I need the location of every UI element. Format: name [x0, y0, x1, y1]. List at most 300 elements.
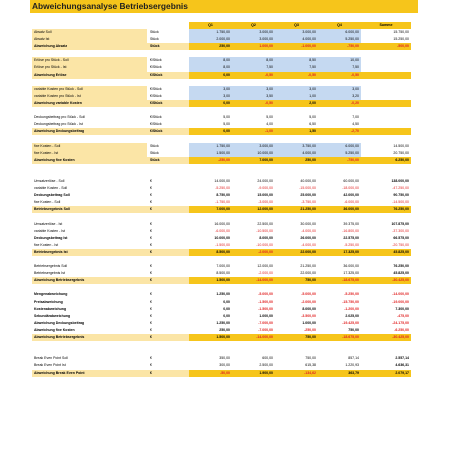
- table-row: [32, 192, 412, 199]
- cell-q2: 1.000,00: [259, 313, 273, 318]
- cell-q1: 3,00: [189, 93, 232, 100]
- cell-q3: -2.000,00: [301, 299, 316, 304]
- header-q2: Q2: [232, 22, 275, 29]
- cell-q2: 3.000,00: [232, 143, 275, 150]
- cell-q1: 350,00: [219, 356, 230, 361]
- cell-q1: 8,00: [189, 64, 232, 71]
- row-label: Abweichung Betriebsergebnis: [32, 334, 147, 341]
- cell-q2: 1.900,00: [232, 370, 275, 377]
- cell-q4: 22.575,00: [343, 235, 359, 240]
- header-summe: Summe: [361, 22, 411, 29]
- table-row: [32, 270, 412, 277]
- cell-q3: 250,00: [275, 157, 318, 164]
- cell-summe: [361, 128, 411, 135]
- cell-q4: -6.000,00: [344, 200, 359, 205]
- table-row: [32, 277, 412, 284]
- header-unit-col: [147, 22, 189, 29]
- cell-q4: 42.000,00: [343, 193, 359, 198]
- row-unit: €: [147, 334, 189, 341]
- cell-summe: 66.575,00: [393, 235, 409, 240]
- cell-summe: 14.500,00: [393, 143, 409, 148]
- cell-q1: 1.250,00: [216, 320, 230, 325]
- cell-q2: 8.000,00: [259, 235, 273, 240]
- row-label: Deckungsbeitrag Soll: [34, 193, 70, 198]
- cell-summe: -14.000,00: [392, 292, 409, 297]
- cell-q4: 7,50: [318, 64, 361, 71]
- cell-summe: -20.750,00: [392, 242, 409, 247]
- cell-q2: -0,50: [232, 100, 275, 107]
- cell-q3: 750,00: [275, 277, 318, 284]
- row-label: Abweichung Deckungsbeitrag: [32, 128, 147, 135]
- cell-q1: 0,00: [189, 72, 232, 79]
- cell-summe: [361, 86, 411, 93]
- cell-q3: -4.000,00: [301, 228, 316, 233]
- cell-q2: -10.000,00: [256, 242, 273, 247]
- row-label: Erlöse pro Stück - Ist: [32, 64, 147, 71]
- cell-q2: 12.000,00: [232, 206, 275, 213]
- cell-q1: -50,00: [189, 370, 232, 377]
- cell-q3: -1.000,00: [275, 43, 318, 50]
- cell-q1: 1.500,00: [189, 334, 232, 341]
- cell-summe: 2.557,14: [395, 356, 409, 361]
- cell-q4: 857,14: [348, 356, 359, 361]
- row-unit: €: [150, 221, 152, 226]
- header-label-col: [32, 22, 147, 29]
- cell-q2: -7.000,00: [258, 320, 273, 325]
- cell-summe: -475,00: [397, 313, 409, 318]
- table-row: [32, 43, 412, 50]
- table-row: [32, 235, 412, 242]
- cell-q2: 7,50: [232, 64, 275, 71]
- cell-q1: 1.250,00: [216, 292, 230, 297]
- cell-q4: 39.375,00: [343, 221, 359, 226]
- cell-q1: 1.500,00: [189, 277, 232, 284]
- cell-q2: -14.000,00: [232, 334, 275, 341]
- cell-q4: -16.800,00: [342, 228, 359, 233]
- cell-q1: 8,00: [189, 57, 232, 64]
- cell-q4: 5.250,00: [318, 36, 361, 43]
- row-label: fixe Kosten - Ist: [34, 242, 59, 247]
- cell-summe: 76.250,00: [361, 206, 411, 213]
- cell-summe: [361, 93, 411, 100]
- row-unit: €/Stück: [150, 65, 162, 70]
- row-label: Deckungsbeitrag pro Stück - Soll: [34, 115, 85, 120]
- row-label: Break Even Point Ist: [34, 363, 66, 368]
- table-row: [32, 57, 412, 64]
- cell-q1: 0,00: [189, 128, 232, 135]
- spacer-row: [32, 79, 412, 86]
- cell-q4: 5.250,00: [318, 150, 361, 157]
- cell-q2: 600,00: [262, 356, 273, 361]
- row-unit: €/Stück: [150, 86, 162, 91]
- cell-q1: 10.000,00: [214, 235, 230, 240]
- table-body: [32, 29, 412, 377]
- cell-q3: -4.000,00: [301, 242, 316, 247]
- cell-summe: 4.636,31: [395, 363, 409, 368]
- row-label: Absatz Soll: [32, 29, 147, 36]
- cell-q4: 6.000,00: [318, 143, 361, 150]
- cell-q2: -1,00: [232, 128, 275, 135]
- cell-q4: 1.220,93: [345, 363, 359, 368]
- row-label: Kostenabweichung: [34, 306, 67, 311]
- row-unit: €: [150, 299, 152, 304]
- cell-q2: 3,50: [232, 93, 275, 100]
- cell-q2: 12.000,00: [257, 264, 273, 269]
- spacer-row: [32, 341, 412, 348]
- table-row: [32, 228, 412, 235]
- cell-summe: 76.250,00: [393, 264, 409, 269]
- cell-q1: -1.750,00: [215, 200, 230, 205]
- cell-q3: 1,00: [275, 93, 318, 100]
- cell-q2: -7.000,00: [258, 327, 273, 332]
- cell-q3: -5.000,00: [301, 292, 316, 297]
- row-label: Abweichung Erlöse: [32, 72, 147, 79]
- table-row: [32, 100, 412, 107]
- table-row: [32, 334, 412, 341]
- row-unit: €/Stück: [150, 58, 162, 63]
- row-label: Preisabweichung: [34, 299, 63, 304]
- cell-q3: 21.250,00: [275, 206, 318, 213]
- table-row: [32, 86, 412, 93]
- cell-q1: 16.000,00: [214, 221, 230, 226]
- cell-q2: 5,00: [266, 115, 273, 120]
- cell-q3: 5,00: [309, 115, 316, 120]
- table-row: [32, 355, 412, 362]
- cell-q1: 0,00: [223, 306, 230, 311]
- cell-q2: -3.000,00: [258, 200, 273, 205]
- table-row: [32, 114, 412, 121]
- cell-q1: 8.500,00: [189, 249, 232, 256]
- table-row: [32, 362, 412, 369]
- row-unit: €/Stück: [150, 93, 162, 98]
- cell-q2: 1.000,00: [232, 43, 275, 50]
- cell-summe: [361, 114, 411, 121]
- cell-q1: 7.000,00: [216, 264, 230, 269]
- cell-q4: 363,79: [318, 370, 361, 377]
- cell-q2: 7.000,00: [232, 157, 275, 164]
- cell-q4: -0,50: [318, 72, 361, 79]
- table-row: [32, 36, 412, 43]
- cell-summe: 138.000,00: [391, 178, 409, 183]
- cell-q3: -3.750,00: [301, 200, 316, 205]
- cell-summe: [361, 72, 411, 79]
- row-label: Abweichung fixe Kosten: [32, 157, 147, 164]
- cell-q4: 750,00: [348, 327, 359, 332]
- cell-q3: 615,38: [305, 363, 316, 368]
- cell-q3: 750,00: [275, 334, 318, 341]
- cell-q1: 5,00: [223, 115, 230, 120]
- cell-q1: 0,00: [223, 299, 230, 304]
- cell-q1: 0,00: [223, 313, 230, 318]
- row-unit: €: [150, 200, 152, 205]
- cell-q4: -18.675,00: [318, 277, 361, 284]
- row-unit: €: [150, 242, 152, 247]
- cell-q3: 7,50: [275, 64, 318, 71]
- cell-q3: -134,62: [275, 370, 318, 377]
- row-unit: €: [150, 327, 152, 332]
- spacer-row: [32, 50, 412, 57]
- cell-q4: 2.025,00: [345, 313, 359, 318]
- cell-summe: -30.425,00: [361, 277, 411, 284]
- row-unit: €: [150, 235, 152, 240]
- row-label: Mengenabweichung: [34, 292, 68, 297]
- spacer-row: [32, 107, 412, 114]
- cell-q2: -9.000,00: [258, 186, 273, 191]
- row-unit: €/Stück: [150, 122, 162, 127]
- row-label: Absatz Ist: [32, 36, 147, 43]
- row-label: Erlöse pro Stück - Soll: [32, 57, 147, 64]
- row-label: variable Kosten - Soll: [34, 186, 68, 191]
- cell-q1: 1.750,00: [189, 143, 232, 150]
- cell-q3: 26.000,00: [300, 235, 316, 240]
- row-unit: Stück: [147, 43, 189, 50]
- row-label: Abweichung Deckungsbeitrag: [34, 320, 85, 325]
- cell-q4: -750,00: [318, 157, 361, 164]
- cell-q4: -19.425,00: [342, 320, 359, 325]
- cell-q1: 250,00: [189, 43, 232, 50]
- cell-q4: 4,50: [352, 122, 359, 127]
- row-unit: Stück: [150, 143, 159, 148]
- row-unit: €: [150, 264, 152, 269]
- cell-summe: 6.250,00: [361, 157, 411, 164]
- cell-q4: -1.200,00: [344, 306, 359, 311]
- table-row: [32, 157, 412, 164]
- cell-q3: -3.500,00: [301, 313, 316, 318]
- spacer-row: [32, 213, 412, 220]
- cell-q4: -18.000,00: [342, 186, 359, 191]
- cell-q4: 3,20: [318, 93, 361, 100]
- cell-summe: -47.250,00: [392, 186, 409, 191]
- cell-q2: -0,50: [232, 72, 275, 79]
- cell-q1: 14.000,00: [214, 178, 230, 183]
- cell-q3: 1,50: [275, 128, 318, 135]
- cell-q3: 8.000,00: [302, 306, 316, 311]
- table-row: [32, 263, 412, 270]
- cell-q2: 10.000,00: [232, 150, 275, 157]
- cell-summe: -37.300,00: [392, 228, 409, 233]
- cell-q4: 7,00: [352, 115, 359, 120]
- cell-q3: 3.000,00: [275, 29, 318, 36]
- table-row: [32, 320, 412, 327]
- cell-q1: 5,00: [223, 122, 230, 127]
- cell-q2: 22.500,00: [257, 221, 273, 226]
- cell-summe: 45.825,00: [393, 271, 409, 276]
- row-label: Betriebsergebnis Soll: [32, 206, 147, 213]
- row-label: Abweichung Absatz: [32, 43, 147, 50]
- table-row: [32, 370, 412, 377]
- cell-q3: 22.000,00: [275, 249, 318, 256]
- row-unit: €/Stück: [147, 72, 189, 79]
- cell-q4: 17.325,00: [343, 271, 359, 276]
- row-label: variable Kosten pro Stück - Ist: [32, 93, 147, 100]
- cell-q1: -6.000,00: [215, 228, 230, 233]
- cell-summe: 7.300,00: [395, 306, 409, 311]
- table-row: [32, 242, 412, 249]
- row-unit: €: [150, 186, 152, 191]
- cell-q4: -750,00: [318, 43, 361, 50]
- cell-summe: 20.750,00: [393, 150, 409, 155]
- table-row: [32, 64, 412, 71]
- row-label: Abweichung fixe Kosten: [34, 327, 75, 332]
- cell-summe: 2.079,17: [361, 370, 411, 377]
- row-unit: €/Stück: [150, 115, 162, 120]
- cell-q3: -15.000,00: [299, 186, 316, 191]
- cell-q1: -250,00: [189, 157, 232, 164]
- row-unit: €: [150, 320, 152, 325]
- cell-q1: 8.750,00: [216, 193, 230, 198]
- row-unit: €/Stück: [147, 128, 189, 135]
- cell-q2: -1.500,00: [258, 306, 273, 311]
- cell-q4: 10,00: [318, 57, 361, 64]
- row-unit: Stück: [147, 157, 189, 164]
- row-label: fixe Kosten - Ist: [32, 150, 147, 157]
- row-unit: €: [150, 178, 152, 183]
- cell-q4: -2,70: [318, 128, 361, 135]
- cell-q4: 36.000,00: [343, 264, 359, 269]
- cell-q2: -2.000,00: [232, 249, 275, 256]
- cell-q2: 15.000,00: [257, 193, 273, 198]
- cell-summe: -30.425,00: [361, 334, 411, 341]
- row-unit: €: [150, 292, 152, 297]
- cell-summe: [361, 57, 411, 64]
- cell-summe: -6.250,00: [394, 327, 409, 332]
- cell-summe: 107.875,00: [391, 221, 409, 226]
- row-unit: €: [147, 277, 189, 284]
- row-unit: €: [147, 206, 189, 213]
- row-label: Betriebsergebnis Ist: [34, 271, 65, 276]
- row-label: fixe Kosten - Soll: [34, 200, 61, 205]
- cell-q3: 2,00: [275, 100, 318, 107]
- cell-q4: -15.750,00: [342, 299, 359, 304]
- row-label: Betriebsergebnis Soll: [34, 264, 68, 269]
- cell-q2: 3.000,00: [232, 29, 275, 36]
- cell-q2: -1.500,00: [258, 299, 273, 304]
- table-row: [32, 128, 412, 135]
- header-q4: Q4: [318, 22, 361, 29]
- cell-q1: 250,00: [219, 327, 230, 332]
- cell-q4: 3,00: [318, 86, 361, 93]
- row-unit: €: [150, 193, 152, 198]
- row-unit: €/Stück: [147, 100, 189, 107]
- cell-summe: -19.000,00: [392, 299, 409, 304]
- spacer-row: [32, 256, 412, 263]
- row-unit: €: [147, 249, 189, 256]
- cell-q2: 4,00: [266, 122, 273, 127]
- cell-q1: 1.750,00: [189, 29, 232, 36]
- cell-q1: 8.500,00: [216, 271, 230, 276]
- table-row: [32, 206, 412, 213]
- spacer-row: [32, 284, 412, 291]
- cell-q1: 1.500,00: [189, 150, 232, 157]
- cell-q1: 3,00: [189, 86, 232, 93]
- cell-q1: 300,00: [219, 363, 230, 368]
- cell-q3: 4.000,00: [275, 36, 318, 43]
- cell-summe: -500,00: [361, 43, 411, 50]
- cell-q1: -5.250,00: [215, 186, 230, 191]
- row-label: Deckungsbeitrag Ist: [34, 235, 68, 240]
- table-row: [32, 178, 412, 185]
- cell-summe: [361, 100, 411, 107]
- cell-q3: 25.000,00: [300, 193, 316, 198]
- spacer-row: [32, 348, 412, 355]
- sheet-title: Abweichungsanalyse Betriebsergebnis: [30, 0, 418, 13]
- cell-q2: 8,00: [232, 57, 275, 64]
- row-unit: €: [150, 363, 152, 368]
- row-label: fixe Kosten - Soll: [32, 143, 147, 150]
- cell-q2: 24.000,00: [257, 178, 273, 183]
- cell-q3: 30.000,00: [300, 221, 316, 226]
- cell-q1: 2.000,00: [189, 36, 232, 43]
- table-row: [32, 150, 412, 157]
- header-row: [32, 22, 412, 29]
- cell-summe: [361, 121, 411, 128]
- row-label: Umsatzerlöse - Ist: [34, 221, 63, 226]
- cell-q3: 40.000,00: [300, 178, 316, 183]
- table-row: [32, 249, 412, 256]
- row-label: Abweichung Betriebsergebnis: [32, 277, 147, 284]
- cell-q4: 60.000,00: [343, 178, 359, 183]
- spacer-row: [32, 135, 412, 142]
- cell-q3: 6,50: [309, 122, 316, 127]
- cell-q3: 750,00: [305, 356, 316, 361]
- table-row: [32, 185, 412, 192]
- table-row: [32, 143, 412, 150]
- table-row: [32, 299, 412, 306]
- row-unit: €: [150, 228, 152, 233]
- cell-q4: 17.325,00: [318, 249, 361, 256]
- row-label: Break Even Point Soll: [34, 356, 68, 361]
- row-unit: €: [150, 313, 152, 318]
- cell-q3: -250,00: [304, 327, 316, 332]
- spacer-row: [32, 171, 412, 178]
- cell-q2: -14.000,00: [232, 277, 275, 284]
- cell-summe: -24.175,00: [392, 320, 409, 325]
- cell-summe: -14.500,00: [392, 200, 409, 205]
- cell-q4: -5.250,00: [344, 242, 359, 247]
- cell-q3: 4.000,00: [275, 150, 318, 157]
- cell-q3: 22.000,00: [300, 271, 316, 276]
- row-unit: Stück: [150, 30, 159, 34]
- cell-q4: 36.000,00: [318, 206, 361, 213]
- cell-summe: [361, 64, 411, 71]
- cell-q1: 7.000,00: [189, 206, 232, 213]
- cell-q3: 21.250,00: [300, 264, 316, 269]
- cell-summe: 90.750,00: [393, 193, 409, 198]
- cell-q4: -18.675,00: [318, 334, 361, 341]
- table-row: [32, 29, 412, 36]
- row-unit: €: [150, 356, 152, 361]
- cell-q3: 1.000,00: [302, 320, 316, 325]
- table-row: [32, 291, 412, 298]
- table-row: [32, 221, 412, 228]
- cell-q2: 3,00: [232, 86, 275, 93]
- cell-q3: 3.750,00: [275, 143, 318, 150]
- row-label: Sekundärabweichung: [34, 313, 71, 318]
- cell-q3: -0,50: [275, 72, 318, 79]
- cell-q4: -0,20: [318, 100, 361, 107]
- cell-summe: 15.250,00: [393, 37, 409, 42]
- cell-q1: 0,00: [189, 100, 232, 107]
- row-label: Betriebsergebnis Ist: [32, 249, 147, 256]
- row-label: variable Kosten pro Stück - Soll: [32, 86, 147, 93]
- row-unit: Stück: [150, 37, 159, 42]
- row-label: variable Kosten - Ist: [34, 228, 65, 233]
- cell-q2: 3.000,00: [232, 36, 275, 43]
- row-label: Deckungsbeitrag pro Stück - Ist: [34, 122, 83, 127]
- cell-q4: -5.250,00: [344, 292, 359, 297]
- table-row: [32, 72, 412, 79]
- row-unit: €: [150, 306, 152, 311]
